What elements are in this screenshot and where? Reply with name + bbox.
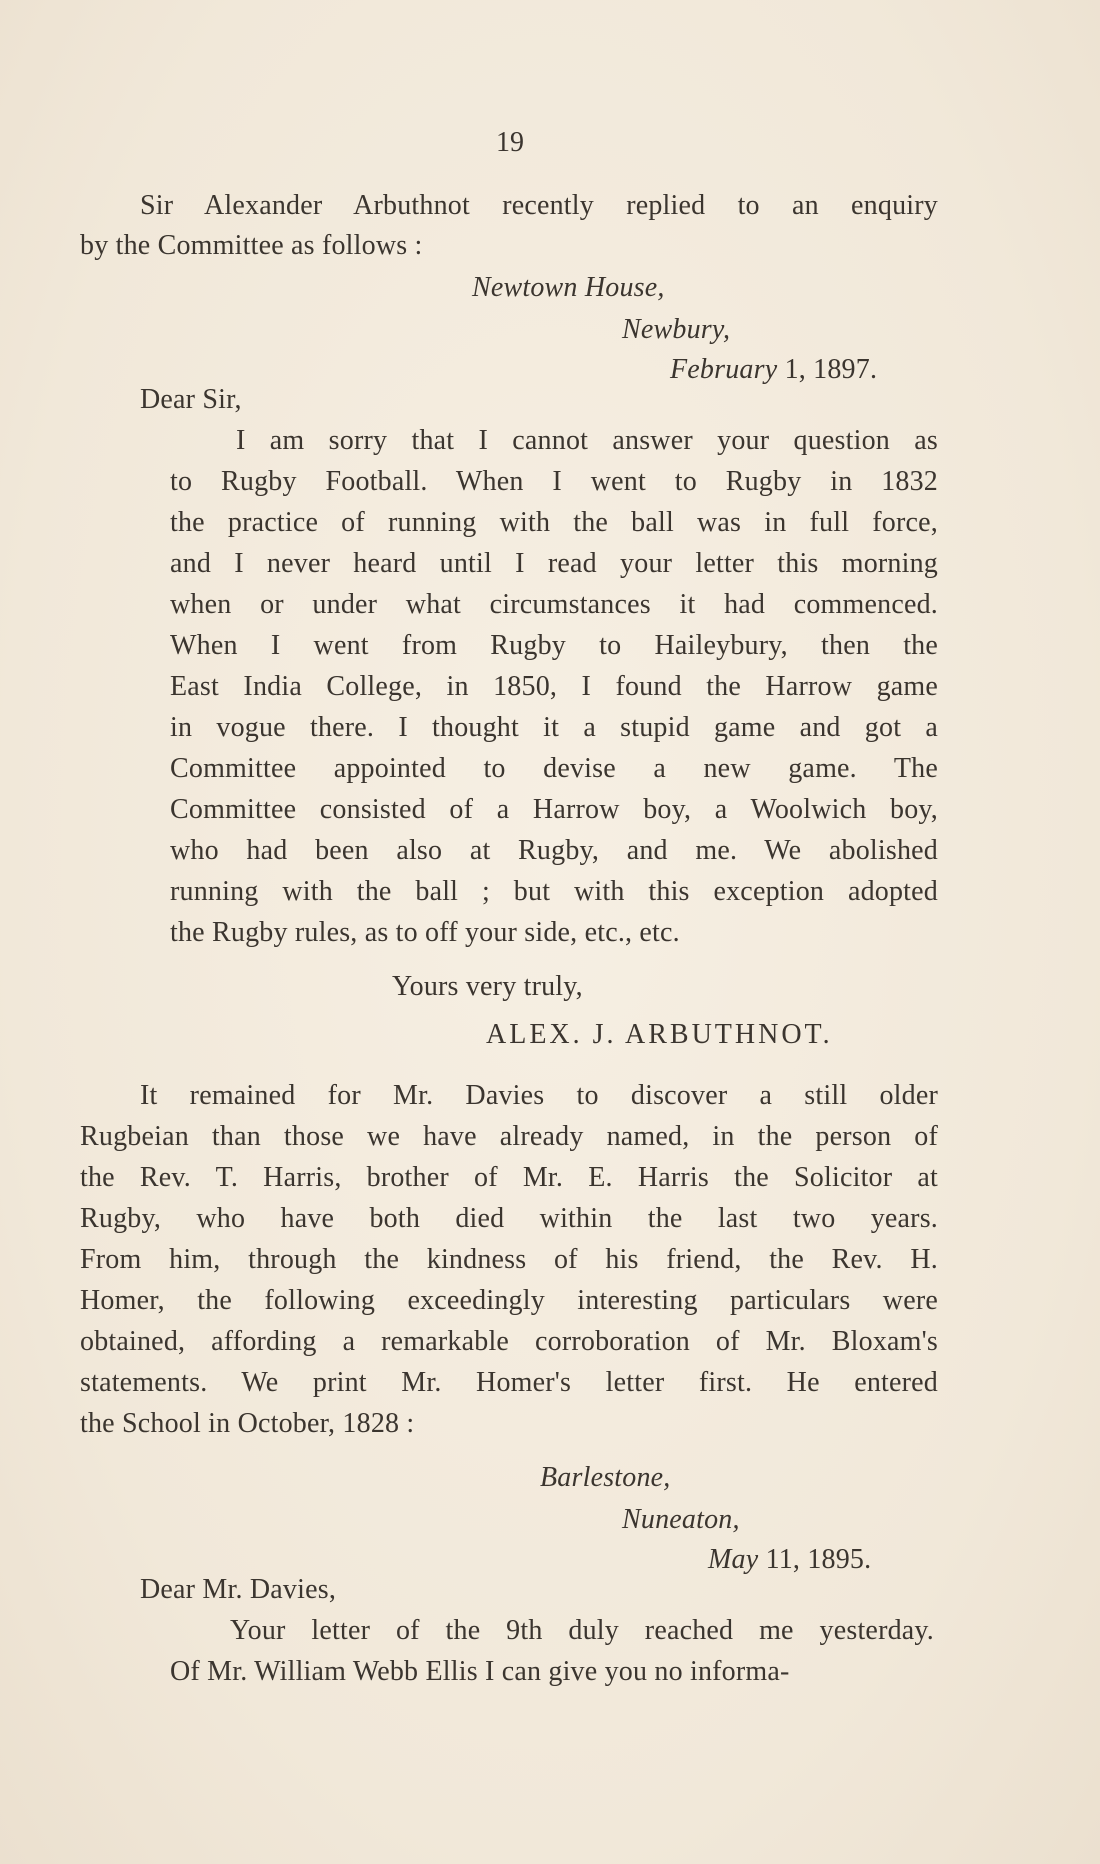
- para2-line-9: the School in October, 1828 :: [80, 1408, 415, 1439]
- letter1-body-line-10: Committee consisted of a Harrow boy, a Woolwich boy,: [170, 794, 938, 825]
- letter1-body-line-3: the practice of running with the ball was in full force,: [170, 507, 938, 538]
- letter1-date: [670, 352, 877, 388]
- para2-line-4: Rugby, who have both died within the last two years.: [80, 1203, 938, 1234]
- letter1-signature: ALEX. J. ARBUTHNOT.: [486, 1019, 833, 1050]
- letter1-body-line-13: the Rugby rules, as to off your side, etc., etc.: [170, 917, 680, 948]
- letter2-date-month: May: [708, 1544, 759, 1575]
- intro-line-2: by the Committee as follows :: [80, 230, 423, 261]
- letter2-address-line-1: Barlestone,: [540, 1462, 671, 1493]
- para2-line-8: statements. We print Mr. Homer's letter first. He entered: [80, 1367, 938, 1398]
- intro-line-1: Sir Alexander Arbuthnot recently replied to an enquiry: [140, 190, 938, 221]
- letter1-body-line-2: to Rugby Football. When I went to Rugby in 1832: [170, 466, 938, 497]
- letter1-salutation: Dear Sir,: [140, 384, 242, 415]
- para2-line-7: obtained, affording a remarkable corroboration of Mr. Bloxam's: [80, 1326, 938, 1357]
- para2-line-6: Homer, the following exceedingly interesting particulars were: [80, 1285, 938, 1316]
- letter1-body-line-9: Committee appointed to devise a new game. The: [170, 753, 938, 784]
- letter1-body-line-1: I am sorry that I cannot answer your question as: [236, 425, 938, 456]
- letter2-salutation: Dear Mr. Davies,: [140, 1574, 337, 1605]
- letter2-address-line-2: Nuneaton,: [622, 1504, 740, 1535]
- letter1-address-line-1: Newtown House,: [472, 272, 665, 303]
- letter1-address-line-2: Newbury,: [622, 314, 731, 345]
- para2-line-1: It remained for Mr. Davies to discover a still older: [140, 1080, 938, 1111]
- letter1-closing: Yours very truly,: [392, 971, 583, 1002]
- para2-line-3: the Rev. T. Harris, brother of Mr. E. Harris the Solicitor at: [80, 1162, 938, 1193]
- letter1-body-line-11: who had been also at Rugby, and me. We abolished: [170, 835, 938, 866]
- letter2-body-line-2: Of Mr. William Webb Ellis I can give you no informa-: [170, 1656, 790, 1687]
- letter1-body-line-4: and I never heard until I read your letter this morning: [170, 548, 938, 579]
- page-number: 19: [496, 127, 524, 158]
- letter2-date-year: 11, 1895.: [765, 1544, 872, 1575]
- para2-line-2: Rugbeian than those we have already named, in the person of: [80, 1121, 938, 1152]
- letter2-date: [708, 1542, 871, 1578]
- letter1-date-year: 1, 1897.: [784, 354, 878, 385]
- letter1-date-month: February: [670, 354, 778, 385]
- letter2-body-line-1: Your letter of the 9th duly reached me yesterday.: [230, 1615, 934, 1646]
- letter1-body-line-8: in vogue there. I thought it a stupid game and got a: [170, 712, 938, 743]
- letter1-body-line-12: running with the ball ; but with this exception adopted: [170, 876, 938, 907]
- para2-line-5: From him, through the kindness of his friend, the Rev. H.: [80, 1244, 938, 1275]
- letter1-body-line-6: When I went from Rugby to Haileybury, then the: [170, 630, 938, 661]
- letter1-body-line-5: when or under what circumstances it had commenced.: [170, 589, 938, 620]
- letter1-body-line-7: East India College, in 1850, I found the Harrow game: [170, 671, 938, 702]
